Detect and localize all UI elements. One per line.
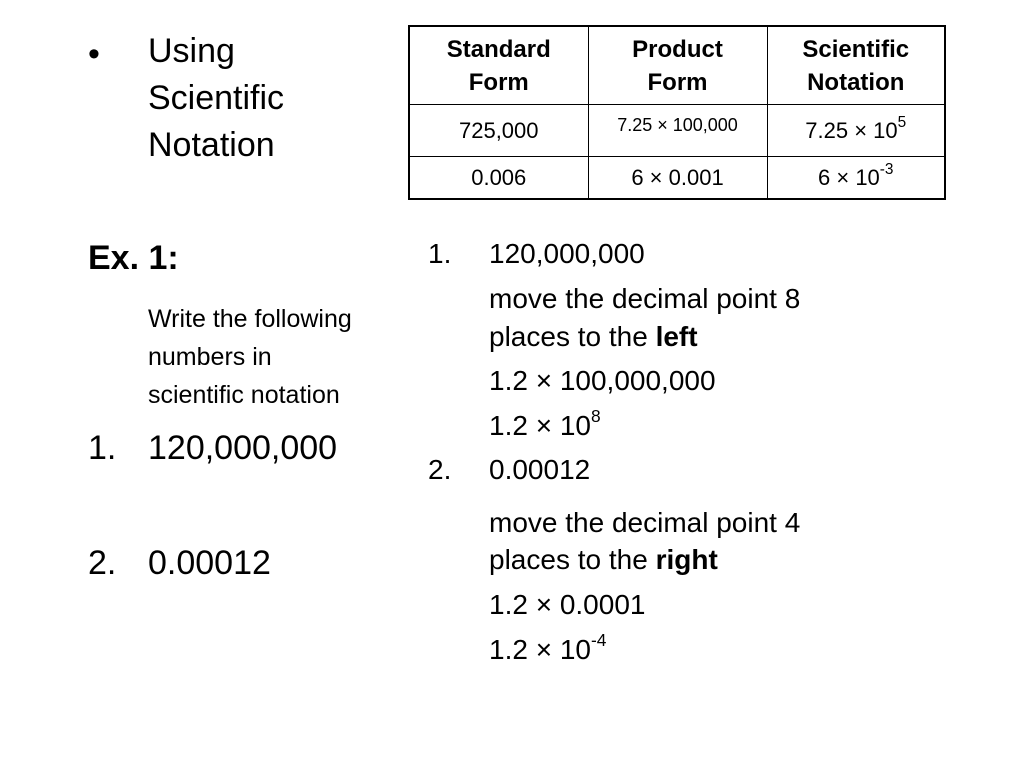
title-line: Using [148,32,235,70]
title-line: Scientific [148,79,285,117]
left-list-item [88,543,418,585]
step-text: places to the [489,321,656,352]
notation-table [408,25,946,200]
header-product-form [588,26,767,105]
direction-word: right [655,544,718,575]
direction-word: left [655,321,698,352]
table-header-row [409,26,945,105]
left-list-item [88,428,418,470]
sci-base: 7.25 × 10 [805,117,898,143]
example-heading: Ex. 1: [88,239,179,277]
cell-scientific [767,157,945,200]
header-line: Product [632,35,723,63]
step-text: places to the [489,544,656,575]
header-scientific-notation [767,26,945,105]
solution-scientific [489,631,606,668]
cell-scientific [767,105,945,157]
solution-step: move the decimal point 4 [489,507,801,538]
solution-product: 1.2 × 0.0001 [489,589,646,620]
instruction-line: scientific notation [148,381,340,409]
solution-step: move the decimal point 8 [489,283,801,314]
header-line: Scientific [802,35,910,63]
sci-base: 1.2 × 10 [489,634,591,665]
list-number: 2. [88,544,117,582]
solution-value: 120,000,000 [489,238,645,269]
list-number: 1. [88,429,117,467]
solution-product: 1.2 × 100,000,000 [489,365,716,396]
header-line: Standard [446,35,551,63]
cell-product: 7.25 × 100,000 [588,105,767,157]
solution-item-2 [428,452,928,490]
cell-product: 6 × 0.001 [588,157,767,200]
sci-exponent: 8 [590,406,601,427]
slide-title [148,28,388,169]
cell-standard: 0.006 [409,157,588,200]
sci-base: 6 × 10 [818,164,880,190]
instruction-line: numbers in [148,343,272,371]
solution-value: 0.00012 [489,454,591,485]
solution-number: 1. [428,238,452,269]
solution-scientific [489,407,601,444]
solution-step [489,318,698,355]
solution-item-1 [428,236,928,274]
solution-step [489,541,718,578]
header-line: Notation [807,68,905,96]
instruction-line: Write the following [148,305,352,333]
header-line: Form [647,68,708,96]
header-line: Form [468,68,529,96]
cell-standard: 725,000 [409,105,588,157]
sci-exponent: -3 [879,160,894,178]
sci-exponent: -4 [590,630,607,651]
solution-number: 2. [428,454,452,485]
list-value: 120,000,000 [148,429,338,467]
header-standard-form [409,26,588,105]
title-bullet: • [88,35,100,73]
list-value: 0.00012 [148,544,271,582]
sci-exponent: 5 [897,113,907,131]
instruction-text [148,300,418,414]
title-line: Notation [148,126,275,164]
table-row [409,105,945,157]
sci-base: 1.2 × 10 [489,410,591,441]
table-row [409,157,945,200]
